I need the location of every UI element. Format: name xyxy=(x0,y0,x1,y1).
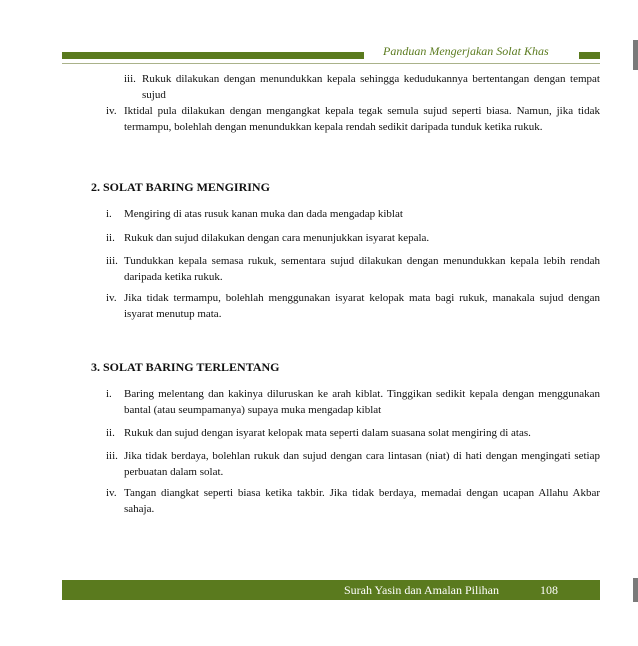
list-item xyxy=(106,485,600,517)
header-rule xyxy=(62,63,600,64)
list-item-text: Rukuk dilakukan dengan menundukkan kepala sehingga kedudukannya bertentangan dengan tempat sujud xyxy=(142,73,600,101)
list-item-number: iii. xyxy=(106,450,118,462)
list-item-number: i. xyxy=(106,208,112,220)
page-edge-mark-top xyxy=(633,40,638,70)
list-item-text: Rukuk dan sujud dengan isyarat kelopak mata seperti dalam suasana solat mengiring di atas. xyxy=(124,427,531,439)
list-item xyxy=(106,253,600,285)
footer-title: Surah Yasin dan Amalan Pilihan xyxy=(344,583,499,597)
list-item-text: Jika tidak termampu, bolehlah menggunakan isyarat kelopak mata bagi rukuk, manakala sujud dengan isyarat menutup mata. xyxy=(124,292,600,320)
list-item-number: ii. xyxy=(106,427,115,439)
list-item-text: Mengiring di atas rusuk kanan muka dan dada mengadap kiblat xyxy=(124,208,403,220)
list-item-text: Iktidal pula dilakukan dengan mengangkat kepala tegak semula sujud seperti biasa. Namun, jika tidak termampu, bolehlah dengan menundukkan kepala rendah sedikit daripada tunduk ketika rukuk. xyxy=(124,105,600,133)
list-item-number: iii. xyxy=(124,73,136,85)
footer-bar xyxy=(62,580,600,600)
header-bar-right xyxy=(579,52,600,59)
page-edge-mark-bottom xyxy=(633,578,638,602)
list-item xyxy=(106,206,600,222)
page-number: 108 xyxy=(540,583,558,597)
list-item xyxy=(106,386,600,418)
section-heading: 2. SOLAT BARING MENGIRING xyxy=(91,180,270,194)
list-item-number: i. xyxy=(106,388,112,400)
list-item-text: Tundukkan kepala semasa rukuk, sementara sujud dilakukan dengan menundukkan kepala lebih rendah daripada ketika rukuk. xyxy=(124,255,600,283)
list-item-number: iv. xyxy=(106,292,117,304)
list-item xyxy=(106,290,600,322)
list-item xyxy=(106,425,600,441)
header-bar-left xyxy=(62,52,364,59)
list-item-number: iv. xyxy=(106,487,117,499)
list-item-text: Tangan diangkat seperti biasa ketika takbir. Jika tidak berdaya, memadai dengan ucapan Allahu Akbar sahaja. xyxy=(124,487,600,515)
list-item xyxy=(106,103,600,135)
list-item xyxy=(106,230,600,246)
list-item-text: Rukuk dan sujud dilakukan dengan cara menunjukkan isyarat kepala. xyxy=(124,232,430,244)
list-item-text: Jika tidak berdaya, bolehlan rukuk dan sujud dengan cara lintasan (niat) di hati dengan mengingati setiap perbuatan dalam solat. xyxy=(124,450,600,478)
list-item xyxy=(106,448,600,480)
section-heading: 3. SOLAT BARING TERLENTANG xyxy=(91,360,280,374)
list-item-number: iii. xyxy=(106,255,118,267)
list-item-number: iv. xyxy=(106,105,117,117)
header-title: Panduan Mengerjakan Solat Khas xyxy=(383,44,549,58)
list-item-text: Baring melentang dan kakinya diluruskan ke arah kiblat. Tinggikan sedikit kepala dengan menggunakan bantal (atau seumpamanya) supaya muka mengadap kiblat xyxy=(124,388,600,416)
list-item-number: ii. xyxy=(106,232,115,244)
list-item xyxy=(124,71,600,103)
